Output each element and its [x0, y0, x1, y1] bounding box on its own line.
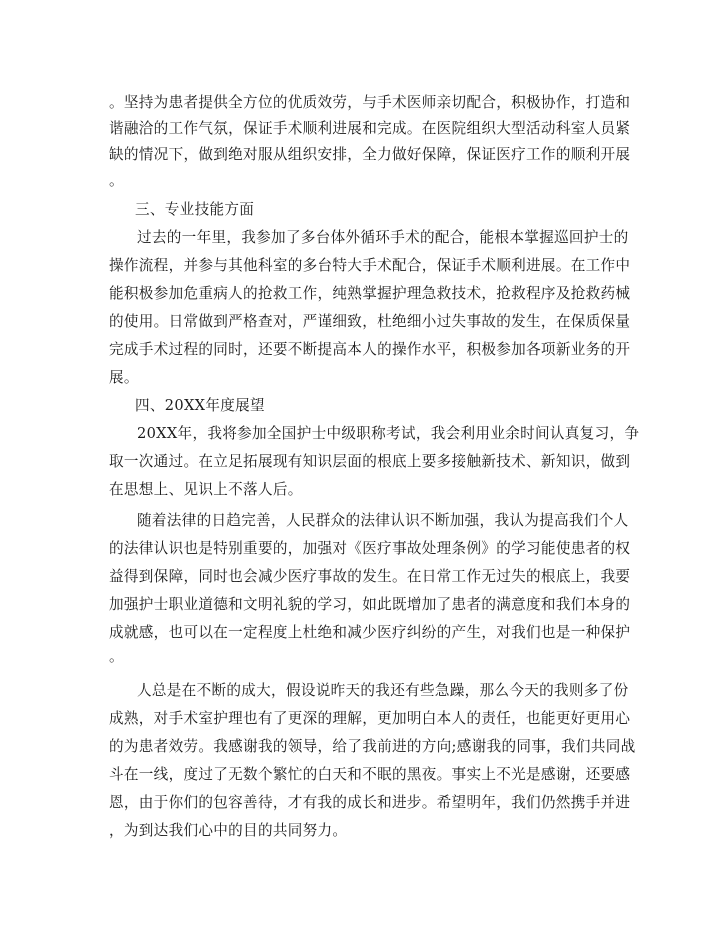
text-line: 20XX年，我将参加全国护士中级职称考试，我会利用业余时间认真复习，争: [137, 425, 640, 442]
text-line: 。: [109, 172, 124, 189]
text-line: 的为患者效劳。我感谢我的领导，给了我前进的方向;感谢我的同事，我们共同战: [109, 738, 636, 755]
text-line: 。坚持为患者提供全方位的优质效劳，与手术医师亲切配合，积极协作，打造和: [109, 94, 631, 111]
text-line: 斗在一线，度过了无数个繁忙的白天和不眠的黑夜。事实上不光是感谢，还要感: [109, 766, 631, 783]
text-line: 人总是在不断的成大，假设说昨天的我还有些急躁，那么今天的我则多了份: [137, 682, 629, 699]
text-line: 取一次通过。在立足拓展现有知识层面的根底上要多接触新技术、新知识，做到: [109, 453, 631, 470]
text-line: 完成手术过程的同时，还要不断提高本人的操作水平，积极参加各项新业务的开: [109, 341, 631, 358]
text-line: 在思想上、见识上不落人后。: [109, 481, 303, 498]
text-line: 展。: [109, 369, 139, 386]
text-line: ，为到达我们心中的目的共同努力。: [109, 822, 348, 839]
text-line: 随着法律的日趋完善，人民群众的法律认识不断加强，我认为提高我们个人: [137, 512, 629, 529]
text-line: 的使用。日常做到严格查对，严谨细致，杜绝细小过失事故的发生，在保质保量: [109, 313, 631, 330]
text-line: 益得到保障，同时也会减少医疗事故的发生。在日常工作无过失的根底上，我要: [109, 568, 631, 585]
section-heading: 四、20XX年度展望: [135, 397, 265, 414]
text-line: 缺的情况下，做到绝对服从组织安排，全力做好保障，保证医疗工作的顺利开展: [109, 146, 631, 163]
text-line: 操作流程，并参与其他科室的多台特大手术配合，保证手术顺利进展。在工作中: [109, 257, 631, 274]
text-line: 加强护士职业道德和文明礼貌的学习，如此既增加了患者的满意度和我们本身的: [109, 596, 631, 613]
text-line: 过去的一年里，我参加了多台体外循环手术的配合，能根本掌握巡回护士的: [137, 229, 629, 246]
text-line: 恩，由于你们的包容善待，才有我的成长和进步。希望明年，我们仍然携手并进: [109, 794, 631, 811]
section-heading: 三、专业技能方面: [135, 201, 255, 218]
text-line: 成熟，对手术室护理也有了更深的理解，更加明白本人的责任，也能更好更用心: [109, 710, 631, 727]
text-line: 谐融洽的工作气氛，保证手术顺利进展和完成。在医院组织大型活动科室人员紧: [109, 120, 631, 137]
text-line: 成就感，也可以在一定程度上杜绝和减少医疗纠纷的产生，对我们也是一种保护: [109, 624, 631, 641]
text-line: 。: [109, 648, 124, 665]
text-line: 的法律认识也是特别重要的，加强对《医疗事故处理条例》的学习能使患者的权: [109, 540, 631, 557]
text-line: 能积极参加危重病人的抢救工作，纯熟掌握护理急救技术，抢救程序及抢救药械: [109, 285, 631, 302]
